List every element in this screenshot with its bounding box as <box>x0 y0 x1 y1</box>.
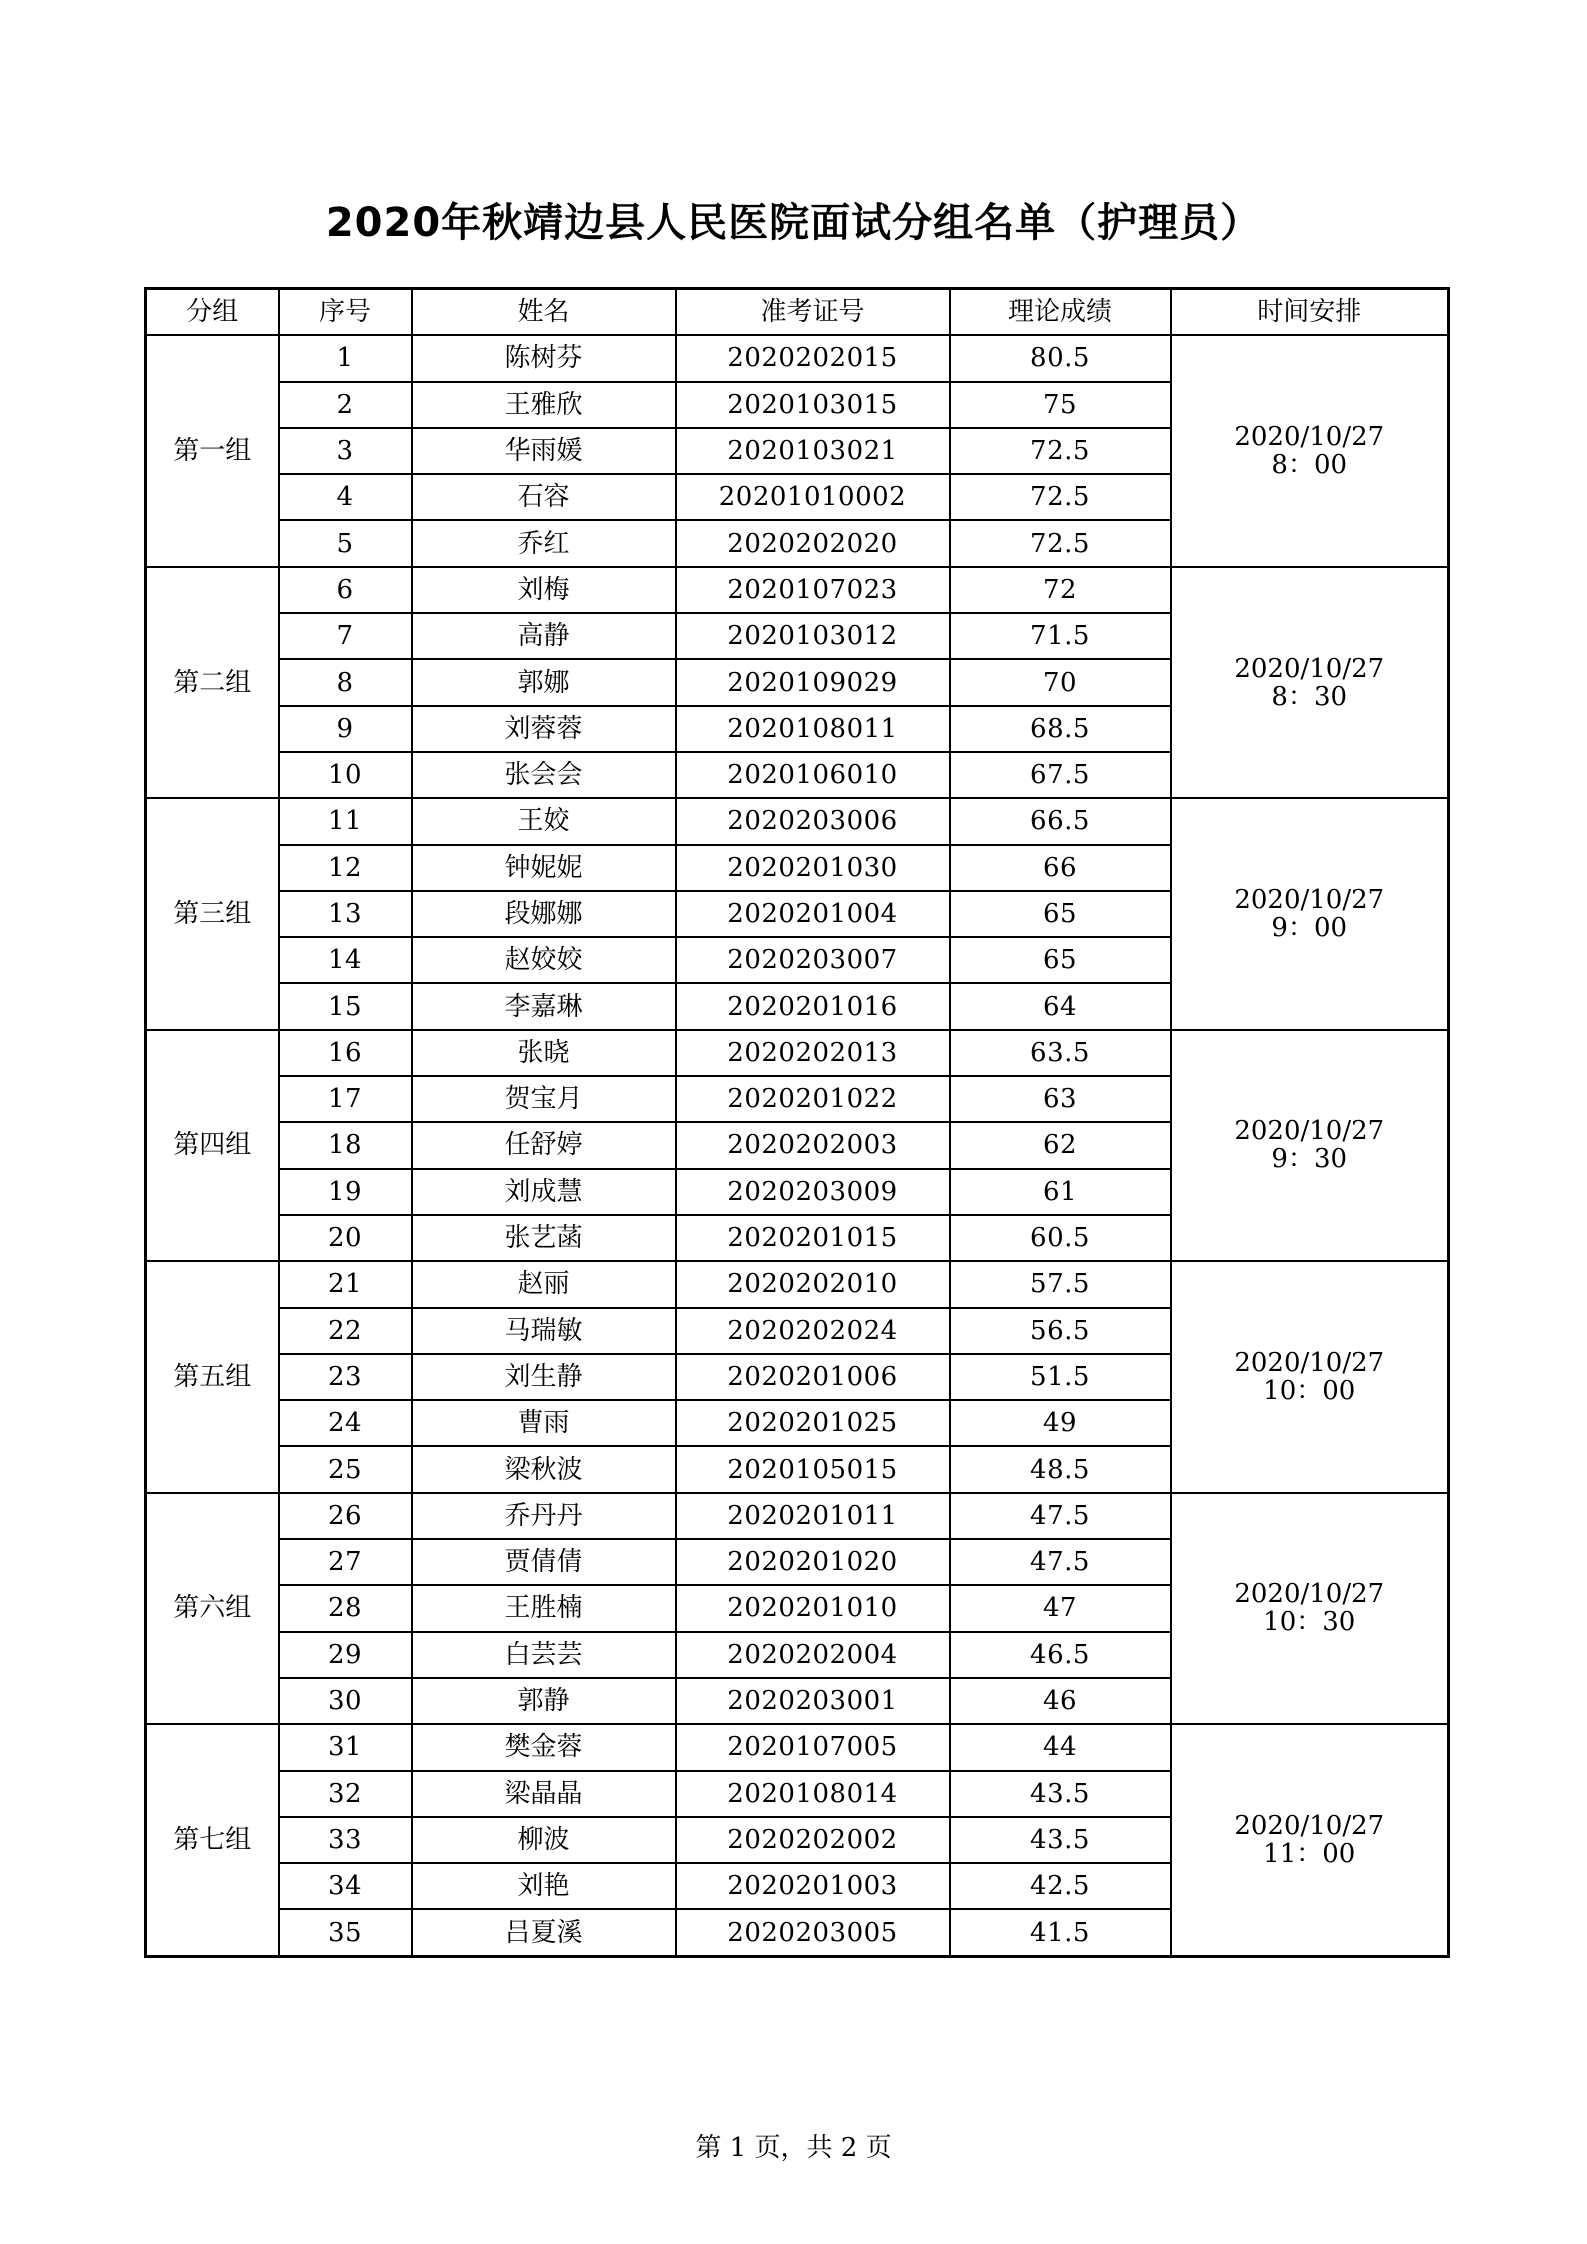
exam-id-cell: 2020201006 <box>676 1354 950 1400</box>
seq-no-cell: 25 <box>279 1446 412 1492</box>
seq-no-cell: 1 <box>279 335 412 381</box>
seq-no-cell: 18 <box>279 1122 412 1168</box>
candidate-name-cell: 刘生静 <box>412 1354 676 1400</box>
theory-score-cell: 68.5 <box>950 706 1171 752</box>
table-row <box>146 798 1449 844</box>
candidate-name-cell: 高静 <box>412 613 676 659</box>
exam-id-cell: 2020203009 <box>676 1169 950 1215</box>
exam-id-cell: 2020202020 <box>676 520 950 566</box>
exam-id-cell: 2020107005 <box>676 1724 950 1770</box>
theory-score-cell: 62 <box>950 1122 1171 1168</box>
theory-score-cell: 66.5 <box>950 798 1171 844</box>
schedule-date: 2020/10/27 <box>1234 422 1385 453</box>
candidate-name-cell: 赵姣姣 <box>412 937 676 983</box>
exam-id-cell: 2020201022 <box>676 1076 950 1122</box>
seq-no-cell: 20 <box>279 1215 412 1261</box>
header-theory-score: 理论成绩 <box>950 289 1171 336</box>
seq-no-cell: 2 <box>279 382 412 428</box>
table-row <box>146 1724 1449 1770</box>
candidate-name-cell: 张会会 <box>412 752 676 798</box>
schedule-cell <box>1171 798 1449 1029</box>
table-row <box>146 1030 1449 1076</box>
theory-score-cell: 44 <box>950 1724 1171 1770</box>
seq-no-cell: 15 <box>279 983 412 1029</box>
theory-score-cell: 65 <box>950 891 1171 937</box>
exam-id-cell: 2020203007 <box>676 937 950 983</box>
schedule-cell <box>1171 1261 1449 1492</box>
theory-score-cell: 60.5 <box>950 1215 1171 1261</box>
theory-score-cell: 72.5 <box>950 474 1171 520</box>
schedule-time: 10：30 <box>1263 1607 1356 1638</box>
seq-no-cell: 28 <box>279 1585 412 1631</box>
schedule-date: 2020/10/27 <box>1234 885 1385 915</box>
seq-no-cell: 7 <box>279 613 412 659</box>
seq-no-cell: 35 <box>279 1909 412 1956</box>
seq-no-cell: 30 <box>279 1678 412 1724</box>
group-name-cell: 第六组 <box>146 1493 279 1724</box>
seq-no-cell: 6 <box>279 567 412 613</box>
exam-id-cell: 2020201003 <box>676 1863 950 1909</box>
theory-score-cell: 64 <box>950 983 1171 1029</box>
theory-score-cell: 67.5 <box>950 752 1171 798</box>
header-exam-id: 准考证号 <box>676 289 950 336</box>
interview-roster-table <box>144 287 1450 1958</box>
seq-no-cell: 14 <box>279 937 412 983</box>
table-row <box>146 1261 1449 1307</box>
theory-score-cell: 43.5 <box>950 1817 1171 1863</box>
group-name-cell: 第五组 <box>146 1261 279 1492</box>
exam-id-cell: 2020201030 <box>676 845 950 891</box>
exam-id-cell: 2020203005 <box>676 1909 950 1956</box>
exam-id-cell: 20201010002 <box>676 474 950 520</box>
candidate-name-cell: 贾倩倩 <box>412 1539 676 1585</box>
candidate-name-cell: 郭静 <box>412 1678 676 1724</box>
candidate-name-cell: 钟妮妮 <box>412 845 676 891</box>
schedule-date: 2020/10/27 <box>1234 1116 1385 1147</box>
exam-id-cell: 2020202010 <box>676 1261 950 1307</box>
table-row <box>146 1493 1449 1539</box>
schedule-time: 9：00 <box>1271 913 1348 943</box>
seq-no-cell: 11 <box>279 798 412 844</box>
seq-no-cell: 17 <box>279 1076 412 1122</box>
theory-score-cell: 72.5 <box>950 520 1171 566</box>
exam-id-cell: 2020201010 <box>676 1585 950 1631</box>
group-name-cell: 第七组 <box>146 1724 279 1956</box>
exam-id-cell: 2020107023 <box>676 567 950 613</box>
theory-score-cell: 48.5 <box>950 1446 1171 1492</box>
candidate-name-cell: 赵丽 <box>412 1261 676 1307</box>
theory-score-cell: 66 <box>950 845 1171 891</box>
candidate-name-cell: 王雅欣 <box>412 382 676 428</box>
group-name-cell: 第二组 <box>146 567 279 798</box>
schedule-cell <box>1171 1724 1449 1956</box>
theory-score-cell: 80.5 <box>950 335 1171 381</box>
candidate-name-cell: 乔丹丹 <box>412 1493 676 1539</box>
seq-no-cell: 22 <box>279 1308 412 1354</box>
candidate-name-cell: 张晓 <box>412 1030 676 1076</box>
exam-id-cell: 2020103015 <box>676 382 950 428</box>
seq-no-cell: 19 <box>279 1169 412 1215</box>
exam-id-cell: 2020201025 <box>676 1400 950 1446</box>
theory-score-cell: 56.5 <box>950 1308 1171 1354</box>
table-row <box>146 567 1449 613</box>
seq-no-cell: 34 <box>279 1863 412 1909</box>
group-name-cell: 第三组 <box>146 798 279 1029</box>
schedule-time: 8：00 <box>1271 450 1348 481</box>
exam-id-cell: 2020202013 <box>676 1030 950 1076</box>
candidate-name-cell: 柳波 <box>412 1817 676 1863</box>
exam-id-cell: 2020108011 <box>676 706 950 752</box>
candidate-name-cell: 刘蓉蓉 <box>412 706 676 752</box>
candidate-name-cell: 华雨媛 <box>412 428 676 474</box>
candidate-name-cell: 樊金蓉 <box>412 1724 676 1770</box>
exam-id-cell: 2020202015 <box>676 335 950 381</box>
candidate-name-cell: 马瑞敏 <box>412 1308 676 1354</box>
exam-id-cell: 2020202004 <box>676 1632 950 1678</box>
exam-id-cell: 2020108014 <box>676 1771 950 1817</box>
seq-no-cell: 10 <box>279 752 412 798</box>
exam-id-cell: 2020201011 <box>676 1493 950 1539</box>
candidate-name-cell: 石容 <box>412 474 676 520</box>
exam-id-cell: 2020109029 <box>676 659 950 705</box>
theory-score-cell: 61 <box>950 1169 1171 1215</box>
candidate-name-cell: 李嘉琳 <box>412 983 676 1029</box>
group-name-cell: 第一组 <box>146 335 279 566</box>
seq-no-cell: 29 <box>279 1632 412 1678</box>
header-name: 姓名 <box>412 289 676 336</box>
seq-no-cell: 26 <box>279 1493 412 1539</box>
theory-score-cell: 46 <box>950 1678 1171 1724</box>
table-body <box>146 335 1449 1956</box>
schedule-date: 2020/10/27 <box>1234 1810 1385 1841</box>
page-footer: 第 1 页，共 2 页 <box>695 2133 892 2163</box>
header-group: 分组 <box>146 289 279 336</box>
theory-score-cell: 49 <box>950 1400 1171 1446</box>
exam-id-cell: 2020105015 <box>676 1446 950 1492</box>
candidate-name-cell: 曹雨 <box>412 1400 676 1446</box>
schedule-cell <box>1171 567 1449 798</box>
candidate-name-cell: 梁秋波 <box>412 1446 676 1492</box>
header-schedule: 时间安排 <box>1171 289 1449 336</box>
exam-id-cell: 2020103021 <box>676 428 950 474</box>
exam-id-cell: 2020103012 <box>676 613 950 659</box>
schedule-time: 9：30 <box>1271 1144 1348 1175</box>
group-name-cell: 第四组 <box>146 1030 279 1261</box>
exam-id-cell: 2020201020 <box>676 1539 950 1585</box>
seq-no-cell: 27 <box>279 1539 412 1585</box>
exam-id-cell: 2020203006 <box>676 798 950 844</box>
exam-id-cell: 2020201016 <box>676 983 950 1029</box>
seq-no-cell: 23 <box>279 1354 412 1400</box>
theory-score-cell: 63.5 <box>950 1030 1171 1076</box>
theory-score-cell: 42.5 <box>950 1863 1171 1909</box>
schedule-date: 2020/10/27 <box>1234 1347 1385 1378</box>
table-row <box>146 335 1449 381</box>
schedule-date: 2020/10/27 <box>1234 1579 1385 1610</box>
seq-no-cell: 9 <box>279 706 412 752</box>
schedule-cell <box>1171 335 1449 566</box>
candidate-name-cell: 陈树芬 <box>412 335 676 381</box>
seq-no-cell: 16 <box>279 1030 412 1076</box>
schedule-time: 8：30 <box>1271 681 1348 712</box>
theory-score-cell: 47.5 <box>950 1493 1171 1539</box>
header-seq-no: 序号 <box>279 289 412 336</box>
schedule-cell <box>1171 1493 1449 1724</box>
exam-id-cell: 2020106010 <box>676 752 950 798</box>
exam-id-cell: 2020202003 <box>676 1122 950 1168</box>
theory-score-cell: 65 <box>950 937 1171 983</box>
seq-no-cell: 33 <box>279 1817 412 1863</box>
seq-no-cell: 31 <box>279 1724 412 1770</box>
exam-id-cell: 2020201004 <box>676 891 950 937</box>
theory-score-cell: 63 <box>950 1076 1171 1122</box>
seq-no-cell: 24 <box>279 1400 412 1446</box>
seq-no-cell: 3 <box>279 428 412 474</box>
theory-score-cell: 70 <box>950 659 1171 705</box>
candidate-name-cell: 乔红 <box>412 520 676 566</box>
theory-score-cell: 51.5 <box>950 1354 1171 1400</box>
candidate-name-cell: 张艺菡 <box>412 1215 676 1261</box>
candidate-name-cell: 吕夏溪 <box>412 1909 676 1956</box>
exam-id-cell: 2020202002 <box>676 1817 950 1863</box>
theory-score-cell: 72.5 <box>950 428 1171 474</box>
candidate-name-cell: 任舒婷 <box>412 1122 676 1168</box>
candidate-name-cell: 贺宝月 <box>412 1076 676 1122</box>
theory-score-cell: 71.5 <box>950 613 1171 659</box>
schedule-date: 2020/10/27 <box>1234 653 1385 684</box>
exam-id-cell: 2020203001 <box>676 1678 950 1724</box>
theory-score-cell: 47.5 <box>950 1539 1171 1585</box>
candidate-name-cell: 刘成慧 <box>412 1169 676 1215</box>
seq-no-cell: 8 <box>279 659 412 705</box>
seq-no-cell: 21 <box>279 1261 412 1307</box>
theory-score-cell: 75 <box>950 382 1171 428</box>
theory-score-cell: 46.5 <box>950 1632 1171 1678</box>
schedule-time: 11：00 <box>1263 1838 1356 1869</box>
candidate-name-cell: 段娜娜 <box>412 891 676 937</box>
seq-no-cell: 5 <box>279 520 412 566</box>
candidate-name-cell: 郭娜 <box>412 659 676 705</box>
candidate-name-cell: 刘艳 <box>412 1863 676 1909</box>
exam-id-cell: 2020202024 <box>676 1308 950 1354</box>
theory-score-cell: 57.5 <box>950 1261 1171 1307</box>
theory-score-cell: 43.5 <box>950 1771 1171 1817</box>
candidate-name-cell: 刘梅 <box>412 567 676 613</box>
schedule-time: 10：00 <box>1263 1375 1356 1406</box>
seq-no-cell: 13 <box>279 891 412 937</box>
candidate-name-cell: 王姣 <box>412 798 676 844</box>
candidate-name-cell: 梁晶晶 <box>412 1771 676 1817</box>
candidate-name-cell: 白芸芸 <box>412 1632 676 1678</box>
theory-score-cell: 47 <box>950 1585 1171 1631</box>
schedule-cell <box>1171 1030 1449 1261</box>
seq-no-cell: 4 <box>279 474 412 520</box>
page-title: 2020年秋靖边县人民医院面试分组名单（护理员） <box>325 200 1262 246</box>
exam-id-cell: 2020201015 <box>676 1215 950 1261</box>
seq-no-cell: 12 <box>279 845 412 891</box>
theory-score-cell: 72 <box>950 567 1171 613</box>
seq-no-cell: 32 <box>279 1771 412 1817</box>
candidate-name-cell: 王胜楠 <box>412 1585 676 1631</box>
table-header-row <box>146 289 1449 336</box>
theory-score-cell: 41.5 <box>950 1909 1171 1956</box>
